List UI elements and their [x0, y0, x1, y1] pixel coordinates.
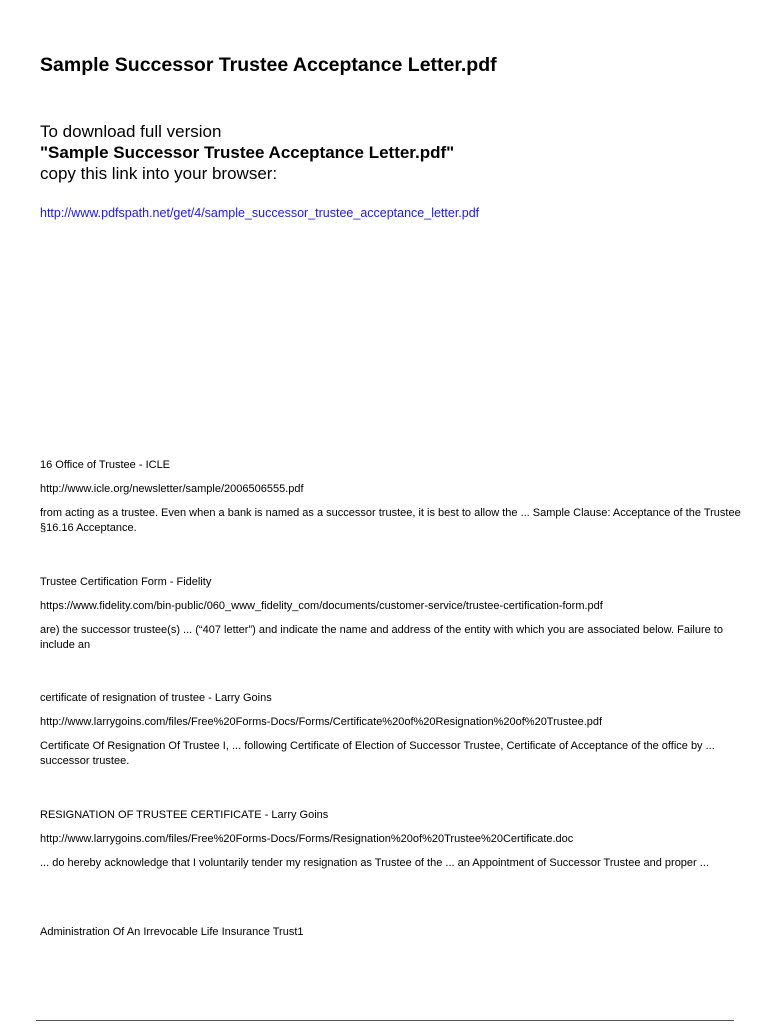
result-url[interactable]: https://www.fidelity.com/bin-public/060_www_fidelity_com/documents/customer-service/trustee-certification-form.pdf: [40, 600, 603, 612]
result-snippet: are) the successor trustee(s) ... (“407 letter”) and indicate the name and address of the entity with which you are associated below. Failure to include an: [40, 624, 723, 651]
download-intro: [40, 121, 454, 184]
intro-line-3: copy this link into your browser:: [40, 164, 278, 183]
result-snippet: Certificate Of Resignation Of Trustee I, ... following Certificate of Election of Successor Trustee, Certificate of Acceptance of the office by ... successor trustee.: [40, 740, 715, 767]
result-item: [40, 808, 750, 871]
result-snippet: from acting as a trustee. Even when a bank is named as a successor trustee, it is best to allow the ... Sample Clause: Acceptance of the Trustee §16.16 Acceptance.: [40, 507, 741, 534]
result-item: [40, 458, 750, 535]
result-item: [40, 925, 750, 939]
result-item: [40, 575, 750, 652]
document-title: Sample Successor Trustee Acceptance Letter.pdf: [40, 54, 497, 76]
result-title: certificate of resignation of trustee - Larry Goins: [40, 692, 272, 704]
intro-line-1: To download full version: [40, 122, 222, 141]
result-url[interactable]: http://www.larrygoins.com/files/Free%20Forms-Docs/Forms/Certificate%20of%20Resignation%20of%20Trustee.pdf: [40, 716, 603, 728]
intro-line-2: "Sample Successor Trustee Acceptance Letter.pdf": [40, 143, 455, 162]
result-title: 16 Office of Trustee - ICLE: [40, 459, 171, 471]
result-title: Trustee Certification Form - Fidelity: [40, 576, 212, 588]
result-url[interactable]: http://www.larrygoins.com/files/Free%20Forms-Docs/Forms/Resignation%20of%20Trustee%20Certificate.doc: [40, 833, 574, 845]
result-title: Administration Of An Irrevocable Life Insurance Trust1: [40, 926, 304, 938]
result-url[interactable]: http://www.icle.org/newsletter/sample/2006506555.pdf: [40, 483, 304, 495]
result-title: RESIGNATION OF TRUSTEE CERTIFICATE - Larry Goins: [40, 809, 329, 821]
download-link[interactable]: http://www.pdfspath.net/get/4/sample_successor_trustee_acceptance_letter.pdf: [40, 206, 480, 220]
result-snippet: ... do hereby acknowledge that I voluntarily tender my resignation as Trustee of the ... an Appointment of Successor Trustee and proper ...: [40, 857, 709, 869]
result-item: [40, 691, 750, 768]
page-bottom-divider: [36, 1020, 734, 1021]
